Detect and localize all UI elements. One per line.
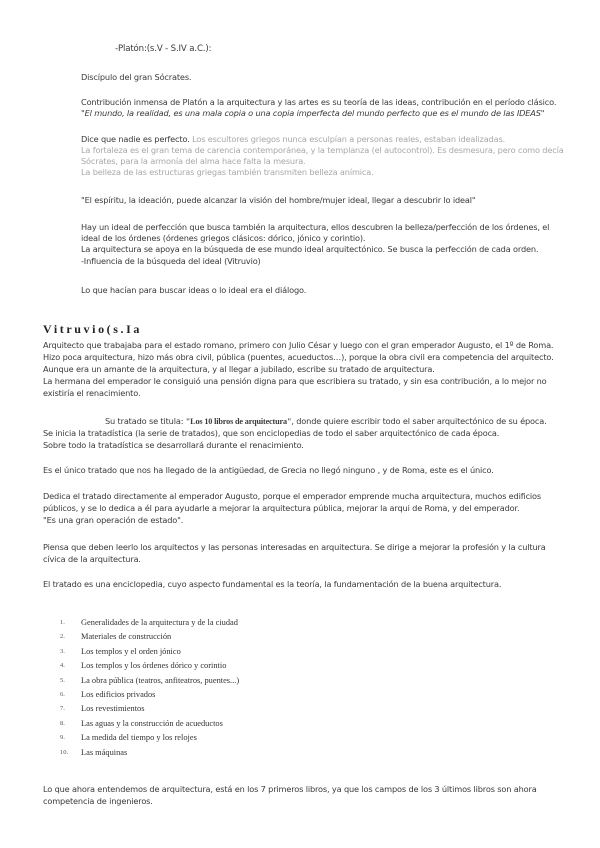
vitruvio-p1-line4: La hermana del emperador le consiguió una pensión digna para que escribiera su tratado, y sin esa contribución, a lo mejor no bbox=[43, 376, 547, 386]
vitruvio-p1-line5: existiría el renacimiento. bbox=[43, 388, 141, 398]
dice-gray: Los escultores griegos nunca esculpían a personas reales, estaban idealizadas. bbox=[192, 134, 506, 144]
platon-dialogo: Lo que hacían para buscar ideas o lo ideal era el diálogo. bbox=[81, 285, 307, 295]
list-number: 5. bbox=[60, 676, 65, 684]
tratado-book-title: "Los 10 libros de arquitectura" bbox=[185, 417, 292, 426]
list-number: 4. bbox=[60, 662, 65, 670]
list-text: Los revestimientos bbox=[81, 704, 145, 714]
vitruvio-tratadistica: Se inicia la tratadística (la serie de tratados), que son enciclopedias de todo el saber arquitectónico de cada época. bbox=[43, 428, 500, 438]
list-number: 9. bbox=[60, 734, 65, 742]
platon-title: -Platón:(s.V - S.IV a.C.): bbox=[115, 44, 212, 54]
vitruvio-dedica-1: Dedica el tratado directamente al emperador Augusto, porque el emperador emprende mucha arquitectura, muchos edificios bbox=[43, 491, 542, 501]
list-text: Generalidades de la arquitectura y de la ciudad bbox=[81, 618, 238, 627]
vitruvio-piensa-2: cívica de la arquitectura. bbox=[43, 554, 141, 564]
platon-ideas-quote: "El mundo, la realidad, es una mala copia o una copia imperfecta del mundo perfecto que es el mundo de las IDEAS" bbox=[81, 108, 545, 118]
vitruvio-unico: Es el único tratado que nos ha llegado de la antigüedad, de Grecia no llegó ninguno , y de Roma, este es el único. bbox=[43, 465, 494, 475]
platon-contribution: Contribución inmensa de Platón a la arquitectura y las artes es su teoría de las ideas, contribución en el período clásico. bbox=[81, 97, 557, 107]
platon-disciple: Discípulo del gran Sócrates. bbox=[81, 72, 192, 82]
list-text: La medida del tiempo y los relojes bbox=[81, 733, 197, 743]
vitruvio-p1-line2: Hizo poca arquitectura, hizo más obra civil, pública (puentes, acueductos…), porque la obra civil era competencia del arquitecto. bbox=[43, 352, 554, 362]
platon-ideal-3: La arquitectura se apoya en la búsqueda de ese mundo ideal arquitectónico. Se busca la perfección de cada orden. bbox=[81, 244, 539, 254]
platon-espiritu-quote: "El espíritu, la ideación, puede alcanzar la visión del hombre/mujer ideal, llegar a descubrir lo ideal" bbox=[81, 195, 476, 205]
list-number: 2. bbox=[60, 633, 65, 641]
platon-fortaleza: La fortaleza es el gran tema de carencia contemporánea, y la templanza (el autocontrol). Es desmesura, pero como decía bbox=[81, 145, 564, 155]
list-text: Los templos y el orden jónico bbox=[81, 646, 181, 656]
vitruvio-heading: Vitruvio(s.Ia bbox=[43, 322, 143, 336]
vitruvio-tratado-title-line bbox=[105, 416, 547, 427]
tratado-rest: , donde quiere escribir todo el saber arquitectónico de su época. bbox=[291, 416, 547, 426]
vitruvio-piensa-1: Piensa que deben leerlo los arquitectos y las personas interesadas en arquitectura. Se dirige a mejorar la profesión y la cultura bbox=[43, 542, 546, 552]
vitruvio-enciclopedia: El tratado es una enciclopedia, cuyo aspecto fundamental es la teoría, la fundamentación de la buena arquitectura. bbox=[43, 579, 502, 589]
platon-ideal-4: -Influencia de la búsqueda del ideal (Vitruvio) bbox=[81, 256, 261, 266]
list-number: 8. bbox=[60, 719, 65, 727]
platon-socrates: Sócrates, para la armonía del alma hace falta la mesura. bbox=[81, 156, 306, 166]
vitruvio-conclusion-2: competencia de ingenieros. bbox=[43, 796, 153, 806]
list-number: 6. bbox=[60, 690, 65, 698]
vitruvio-conclusion-1: Lo que ahora entendemos de arquitectura, está en los 7 primeros libros, ya que los campos de los 3 últimos libros son ahora bbox=[43, 784, 537, 794]
tratado-lead: Su tratado se titula: bbox=[105, 416, 186, 426]
list-text: Los edificios privados bbox=[81, 689, 156, 699]
vitruvio-dedica-3: "Es una gran operación de estado". bbox=[43, 515, 184, 525]
list-text: Materiales de construcción bbox=[81, 632, 172, 642]
vitruvio-dedica-2: públicos, y se lo dedica a él para ayudarle a mejorar la arquitectura pública, mejorar la arqui de Roma, y del emperador. bbox=[43, 503, 520, 513]
vitruvio-p1-line1: Arquitecto que trabajaba para el estado romano, primero con Julio César y luego con el gran emperador Augusto, el 1º de Roma. bbox=[43, 340, 554, 350]
list-text: La obra pública (teatros, anfiteatros, puentes...) bbox=[81, 675, 240, 685]
list-number: 3. bbox=[60, 647, 65, 655]
vitruvio-p1-line3: Aunque era un amante de la arquitectura, y al llegar a jubilado, escribe su tratado de arquitectura. bbox=[43, 364, 435, 374]
dice-lead: Dice que nadie es perfecto. bbox=[81, 134, 190, 144]
platon-ideal-1: Hay un ideal de perfección que busca también la arquitectura, ellos descubren la belleza/perfección de los órdenes, el bbox=[81, 222, 550, 232]
platon-ideal-2: ideal de los órdenes (órdenes griegos clásicos: dórico, jónico y corintio). bbox=[81, 233, 366, 243]
list-text: Las máquinas bbox=[81, 747, 128, 757]
platon-nobody-perfect bbox=[81, 134, 505, 145]
list-number: 7. bbox=[60, 705, 65, 713]
list-text: Las aguas y la construcción de acueductos bbox=[81, 718, 223, 728]
list-text: Los templos y los órdenes dórico y corintio bbox=[81, 661, 227, 671]
platon-belleza: La belleza de las estructuras griegas también transmiten belleza anímica. bbox=[81, 167, 374, 177]
list-number: 1. bbox=[60, 619, 65, 626]
list-number: 10. bbox=[60, 748, 69, 756]
vitruvio-renacimiento: Sobre todo la tratadística se desarrollará durante el renacimiento. bbox=[43, 440, 304, 450]
